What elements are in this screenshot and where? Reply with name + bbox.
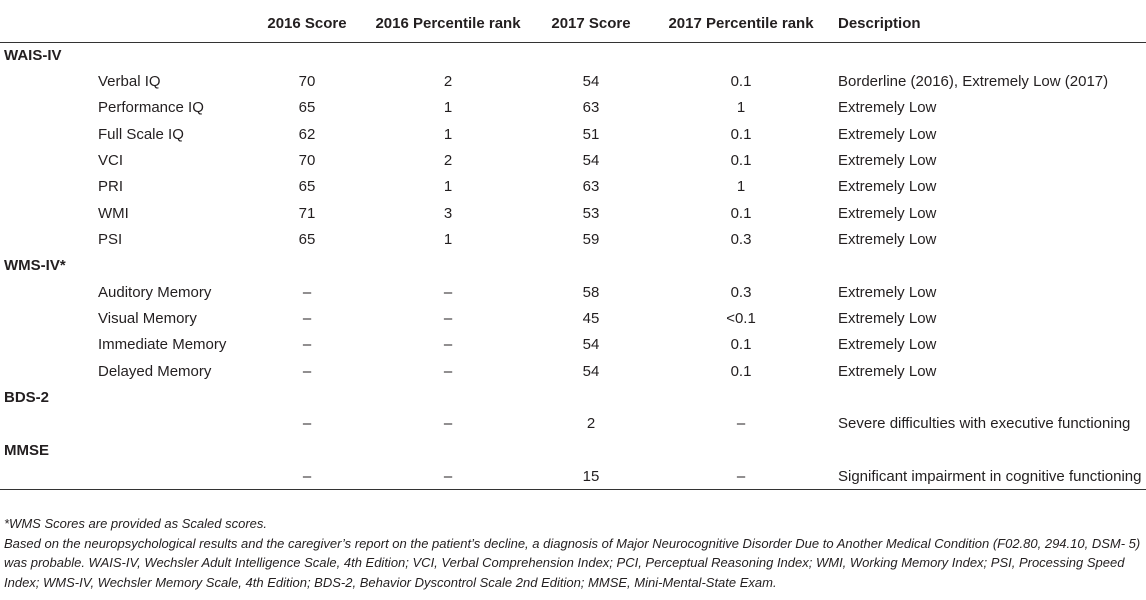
percentile-2016: –	[443, 310, 453, 328]
header-2017-score: 2017 Score	[534, 6, 648, 42]
row-label: PRI	[98, 178, 124, 196]
percentile-2017: 0.1	[730, 336, 752, 354]
row-description: Extremely Low	[838, 310, 937, 328]
score-2017: 15	[534, 464, 648, 490]
section-title: BDS-2	[4, 389, 50, 407]
score-2016: 62	[298, 125, 316, 143]
section-row	[0, 437, 1146, 463]
table-row	[0, 147, 1146, 173]
footnote-abbreviations: Based on the neuropsychological results and the caregiver’s report on the patient’s decline, a diagnosis of Major Neurocognitive Disorder Due to Another Medical Condition (F02.80, 294.10, DSM- 5) was probable. WAIS-IV, Wechsler Adult Intelligence Scale, 4th Edition; VCI, Verbal Comprehension Index; PCI, Perceptual Reasoning Index; WMI, Working Memory Index; PSI, Processing Speed Index; WMS-IV, Wechsler Memory Scale, 4th Edition; BDS-2, Behavior Dyscontrol Scale 2nd Edition; MMSE, Mini-Mental-State Exam.	[4, 535, 1141, 590]
header-row	[0, 6, 1146, 42]
table-row	[0, 121, 1146, 147]
percentile-2016: 2	[443, 73, 453, 91]
score-2017: 59	[582, 231, 600, 249]
row-label: PSI	[98, 231, 123, 249]
percentile-2017: 0.3	[730, 231, 752, 249]
score-2016: –	[302, 283, 312, 301]
score-2017: 54	[582, 152, 600, 170]
header-2016-score: 2016 Score	[252, 6, 362, 42]
percentile-2017: 0.1	[730, 152, 752, 170]
section-title: MMSE	[4, 441, 49, 459]
score-2017: 63	[582, 99, 600, 117]
score-2016: –	[302, 336, 312, 354]
row-description: Extremely Low	[838, 362, 937, 380]
row-label	[0, 464, 252, 490]
percentile-2017: 1	[736, 99, 746, 117]
header-blank	[0, 6, 252, 42]
percentile-2017: –	[736, 415, 746, 433]
score-2016: 65	[298, 231, 316, 249]
row-label: Visual Memory	[98, 310, 197, 328]
footnote-wms: *WMS Scores are provided as Scaled scores.	[4, 516, 267, 531]
score-2016: –	[302, 310, 312, 328]
score-2017: 51	[582, 125, 600, 143]
score-2016: 65	[298, 178, 316, 196]
results-table	[0, 6, 1146, 490]
table-footnotes	[4, 514, 1144, 592]
percentile-2017: 0.1	[730, 204, 752, 222]
row-description: Extremely Low	[838, 231, 937, 249]
percentile-2016: 1	[443, 178, 453, 196]
percentile-2017: 1	[736, 178, 746, 196]
score-2017: 58	[582, 283, 600, 301]
score-2017: 54	[582, 362, 600, 380]
table-body	[0, 42, 1146, 490]
row-label: VCI	[98, 152, 124, 170]
score-2016: –	[302, 362, 312, 380]
score-2016: 70	[298, 73, 316, 91]
percentile-2016: –	[443, 415, 453, 433]
score-2017: 54	[582, 336, 600, 354]
table-row	[0, 95, 1146, 121]
percentile-2016: 2	[443, 152, 453, 170]
percentile-2017: 0.1	[730, 73, 752, 91]
row-description: Extremely Low	[838, 178, 937, 196]
score-2017: 2	[586, 415, 596, 433]
table-row	[0, 68, 1146, 94]
row-description: Extremely Low	[838, 204, 937, 222]
percentile-2016: –	[443, 362, 453, 380]
percentile-2017: <0.1	[726, 310, 756, 328]
table-row	[0, 464, 1146, 490]
table-row	[0, 174, 1146, 200]
score-2016: 70	[298, 152, 316, 170]
row-description: Extremely Low	[838, 125, 937, 143]
header-description: Description	[834, 6, 1146, 42]
row-description: Extremely Low	[838, 99, 937, 117]
row-label: Immediate Memory	[98, 336, 227, 354]
score-2017: 54	[582, 73, 600, 91]
percentile-2016: 1	[443, 125, 453, 143]
row-label: Delayed Memory	[98, 362, 212, 380]
row-description: Extremely Low	[838, 152, 937, 170]
row-label: Performance IQ	[98, 99, 204, 117]
row-label: Auditory Memory	[98, 283, 212, 301]
percentile-2017: –	[648, 464, 834, 490]
row-description: Extremely Low	[838, 283, 937, 301]
percentile-2017: 0.3	[730, 283, 752, 301]
section-row	[0, 42, 1146, 68]
percentile-2016: 1	[443, 99, 453, 117]
section-title: WAIS-IV	[4, 46, 62, 64]
score-2016: –	[252, 464, 362, 490]
section-row	[0, 253, 1146, 279]
score-2017: 53	[582, 204, 600, 222]
score-2016: –	[302, 415, 312, 433]
row-label: WMI	[98, 204, 129, 222]
header-2016-percentile: 2016 Percentile rank	[362, 6, 534, 42]
table-header	[0, 6, 1146, 42]
percentile-2016: –	[443, 336, 453, 354]
row-label: Verbal IQ	[98, 73, 161, 91]
percentile-2016: –	[362, 464, 534, 490]
table-row	[0, 411, 1146, 437]
table-row	[0, 226, 1146, 252]
row-label	[0, 411, 252, 437]
score-2016: 65	[298, 99, 316, 117]
table-row	[0, 200, 1146, 226]
score-2016: 71	[298, 204, 316, 222]
table-row	[0, 305, 1146, 331]
percentile-2017: 0.1	[730, 362, 752, 380]
percentile-2017: 0.1	[730, 125, 752, 143]
percentile-2016: 3	[443, 204, 453, 222]
percentile-2016: –	[443, 283, 453, 301]
table-row	[0, 358, 1146, 384]
table-row	[0, 279, 1146, 305]
row-description: Borderline (2016), Extremely Low (2017)	[838, 73, 1109, 91]
table-row	[0, 332, 1146, 358]
score-2017: 63	[582, 178, 600, 196]
score-2017: 45	[582, 310, 600, 328]
row-description: Significant impairment in cognitive functioning	[834, 464, 1146, 490]
section-row	[0, 384, 1146, 410]
row-label: Full Scale IQ	[98, 125, 184, 143]
header-2017-percentile: 2017 Percentile rank	[648, 6, 834, 42]
percentile-2016: 1	[443, 231, 453, 249]
row-description: Severe difficulties with executive functioning	[838, 415, 1131, 433]
section-title: WMS-IV*	[4, 257, 66, 275]
row-description: Extremely Low	[838, 336, 937, 354]
